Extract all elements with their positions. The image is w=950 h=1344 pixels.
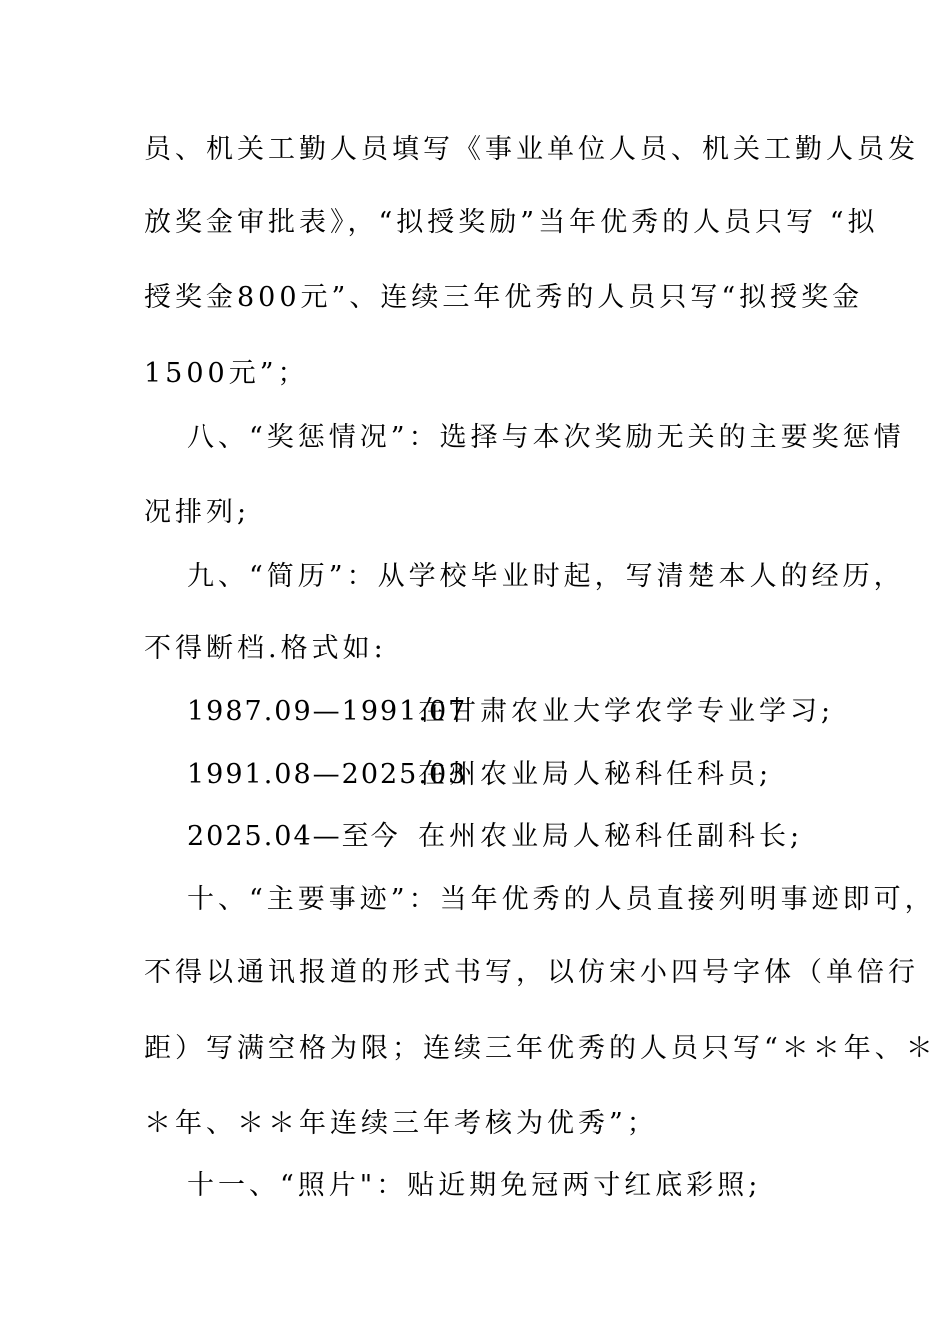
text-line: 1500元”； bbox=[144, 358, 309, 389]
text-line: 不得断档.格式如: bbox=[144, 633, 387, 664]
resume-description: 在州农业局人秘科任科员; bbox=[418, 759, 773, 790]
resume-example-row bbox=[187, 695, 834, 729]
text-line: 员、机关工勤人员填写《事业单位人员、机关工勤人员发 bbox=[144, 134, 919, 165]
resume-example-row bbox=[187, 820, 803, 854]
text-line: 八、“奖惩情况”：选择与本次奖励无关的主要奖惩情 bbox=[187, 422, 905, 453]
resume-period: 1991.08—2025.03 bbox=[187, 759, 468, 790]
text-line: 放奖金审批表》，“拟授奖励”当年优秀的人员只写 “拟 bbox=[144, 207, 879, 238]
resume-description: 在州农业局人秘科任副科长; bbox=[418, 821, 804, 852]
text-line: 十、“主要事迹”：当年优秀的人员直接列明事迹即可， bbox=[187, 884, 936, 915]
resume-period: 1987.09—1991.07 bbox=[187, 696, 468, 727]
text-line: 十一、“照片"：贴近期免冠两寸红底彩照; bbox=[187, 1170, 762, 1201]
resume-description: 在甘肃农业大学农学专业学习; bbox=[418, 696, 835, 727]
resume-period: 2025.04—至今 bbox=[187, 821, 400, 852]
text-line: 距）写满空格为限；连续三年优秀的人员只写“＊＊年、＊ bbox=[144, 1033, 937, 1064]
text-line: 不得以通讯报道的形式书写，以仿宋小四号字体（单倍行 bbox=[144, 957, 919, 988]
text-line: 况排列; bbox=[144, 497, 251, 528]
text-line: ＊年、＊＊年连续三年考核为优秀”； bbox=[144, 1108, 658, 1139]
text-line: 九、“简历”：从学校毕业时起，写清楚本人的经历， bbox=[187, 561, 905, 592]
resume-example-row bbox=[187, 758, 772, 792]
text-line: 授奖金800元”、连续三年优秀的人员只写“拟授奖金 bbox=[144, 282, 864, 313]
